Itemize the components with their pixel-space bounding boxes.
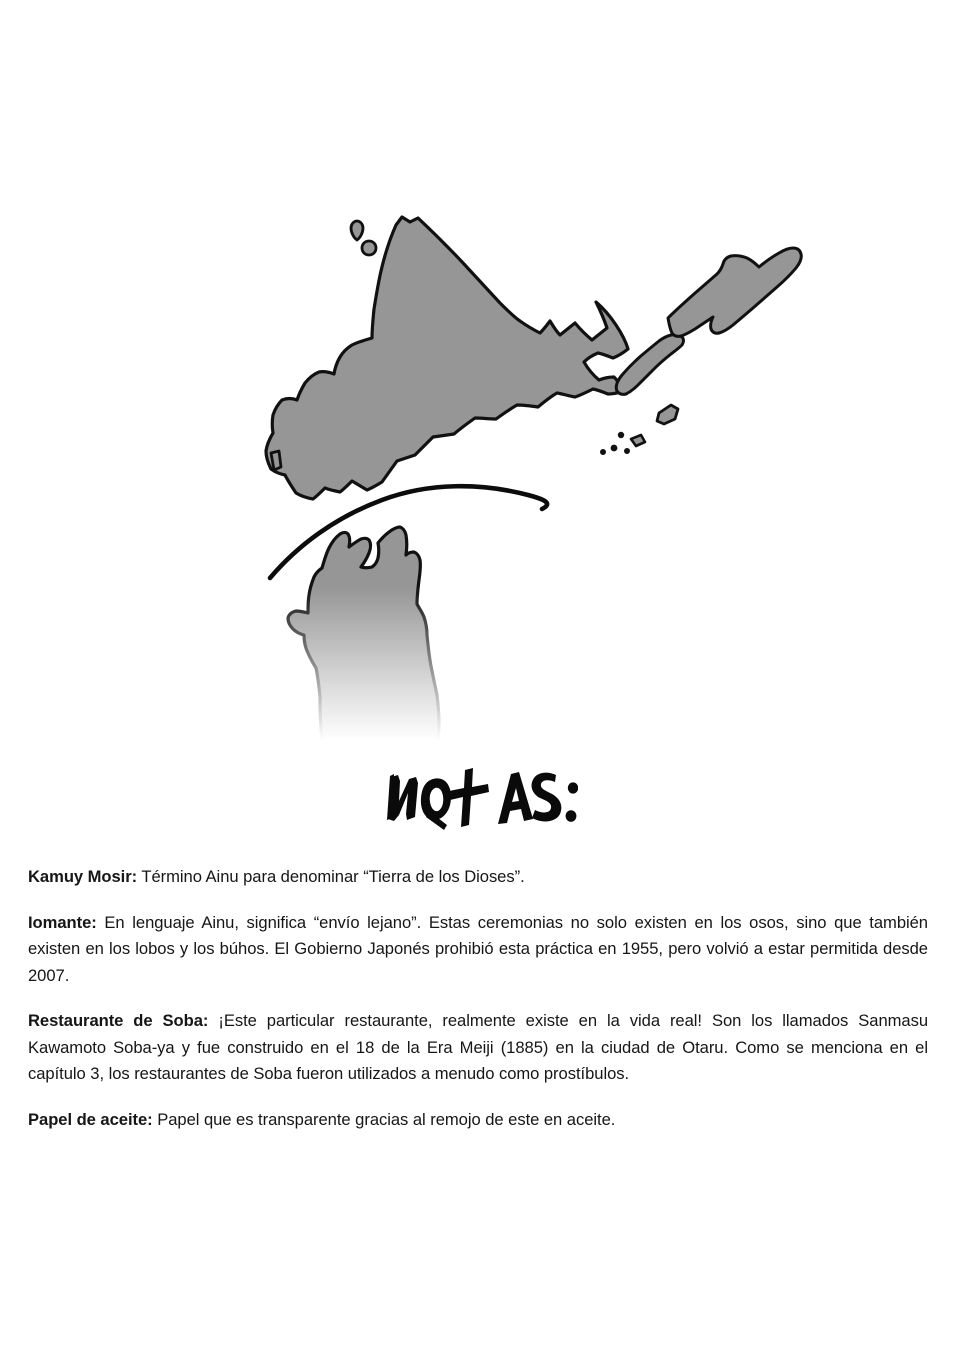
note-text: ¡Este particular restaurante, realmente existe en la vida real! Son los llamados Sanmasu Kawamoto Soba-ya y fue construido en el 18 de la Era Meiji (1885) en la ciudad de Otaru. Como se menciona en el capítulo 3, los restaurantes de Soba fueron utilizados a menudo como prostíbulos. bbox=[28, 1011, 928, 1083]
island-rishiri bbox=[362, 241, 376, 255]
note-text: Término Ainu para denominar “Tierra de los Dioses”. bbox=[137, 867, 525, 886]
note-entry-iomante bbox=[28, 910, 928, 990]
islands-habomai-d bbox=[600, 449, 606, 455]
note-text: En lenguaje Ainu, significa “envío lejano”. Estas ceremonias no solo existen en los osos, sino que también existen en los lobos y los búhos. El Gobierno Japonés prohibió esta práctica en 1955, pero volvió a estar permitida desde 2007. bbox=[28, 912, 928, 985]
tohoku-shape bbox=[288, 527, 439, 740]
region-tohoku bbox=[288, 527, 439, 740]
islands-habomai-b bbox=[618, 432, 624, 438]
note-term: Restaurante de Soba: bbox=[28, 1011, 209, 1030]
note-term: Papel de aceite: bbox=[28, 1109, 153, 1129]
notes-heading-brush-art bbox=[378, 757, 578, 837]
note-entry-papel-de-aceite bbox=[28, 1107, 928, 1134]
note-text: Papel que es transparente gracias al remojo de este en aceite. bbox=[152, 1109, 616, 1129]
islands-habomai-c bbox=[611, 445, 618, 452]
islands-habomai-e bbox=[624, 448, 630, 454]
notes-list bbox=[28, 864, 928, 1133]
note-entry-kamuy-mosir bbox=[28, 864, 928, 891]
map-illustration bbox=[250, 195, 830, 740]
islands-habomai-a bbox=[631, 435, 645, 446]
island-rebun bbox=[351, 221, 363, 240]
notes-heading bbox=[0, 752, 956, 842]
note-entry-restaurante-de-soba bbox=[28, 1008, 928, 1088]
island-okushiri bbox=[271, 451, 281, 470]
note-term: Iomante: bbox=[28, 912, 97, 932]
island-shikotan bbox=[657, 405, 678, 424]
hokkaido-shape bbox=[266, 217, 628, 499]
island-etorofu bbox=[668, 248, 801, 336]
note-term: Kamuy Mosir: bbox=[28, 867, 138, 886]
